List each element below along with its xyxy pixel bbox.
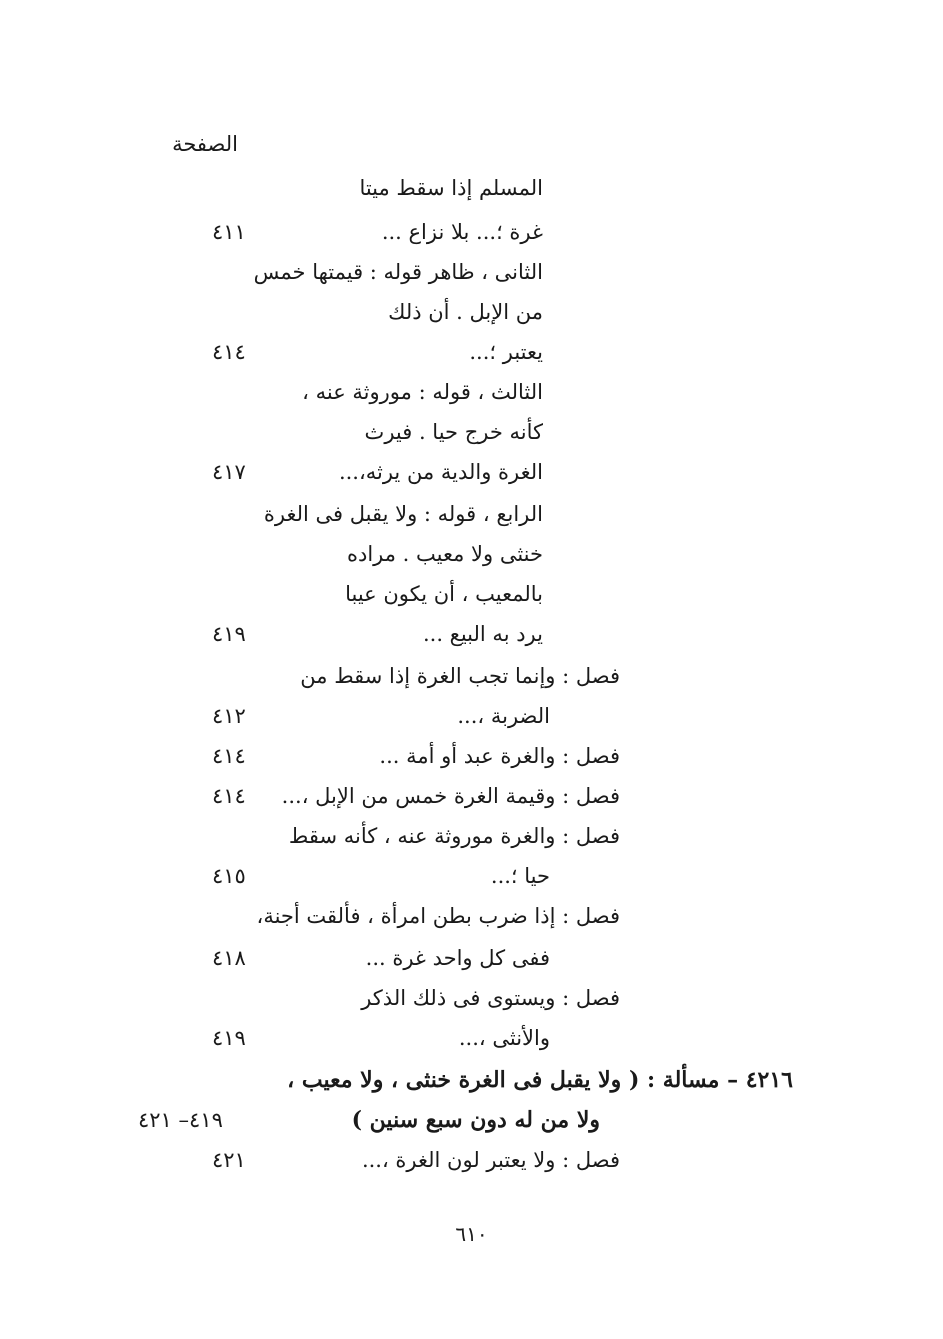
entry-text: فصل : ويستوى فى ذلك الذكر [361,986,620,1010]
entry-text: فصل : والغرة عبد أو أمة ... [379,744,620,768]
entry-text: فصل : ولا يعتبر لون الغرة ،... [361,1148,620,1172]
index-entry [0,534,943,574]
index-entry [0,168,943,208]
entry-page-number: ٤١٩– ٤٢١ [138,1108,223,1132]
entry-text: فصل : والغرة موروثة عنه ، كأنه سقط [288,824,620,848]
entry-text: كأنه خرج حيا . فيرث [364,420,543,444]
entry-text: الغرة والدية من يرثه،... [338,460,543,484]
entry-text: خنثى ولا معيب . مراده [346,542,543,566]
entry-page-number: ٤١٨ [212,946,246,970]
index-entry [0,1018,943,1058]
index-entry [0,332,943,372]
entry-text: الثالث ، قوله : موروثة عنه ، [302,380,543,404]
index-entry [0,614,943,654]
index-entry [0,372,943,412]
index-entry-masala [0,1100,943,1140]
entry-page-number: ٤١٧ [212,460,246,484]
entry-text: ففى كل واحد غرة ... [365,946,550,970]
entry-page-number: ٤١٥ [212,864,246,888]
page-column-header: الصفحة [172,132,238,156]
entry-text: يعتبر ؛... [469,340,543,364]
entry-text: الثانى ، ظاهر قوله : قيمتها خمس [253,260,543,284]
index-entry [0,816,943,856]
index-entry [0,896,943,936]
entry-page-number: ٤١٤ [212,744,246,768]
entry-text: الرابع ، قوله : ولا يقبل فى الغرة [263,502,543,526]
entry-text: المسلم إذا سقط ميتا [359,176,543,200]
index-entry [0,452,943,492]
index-entry [0,978,943,1018]
entry-text: يرد به البيع ... [422,622,543,646]
entry-page-number: ٤١١ [212,220,246,244]
entry-page-number: ٤١٩ [212,622,246,646]
entry-text: فصل : وإنما تجب الغرة إذا سقط من [300,664,620,688]
index-entry [0,856,943,896]
entry-text: الضربة ،... [457,704,550,728]
entry-page-number: ٤١٤ [212,784,246,808]
index-entry [0,252,943,292]
entry-text: والأنثى ،... [458,1026,550,1050]
index-entry [0,736,943,776]
index-entry [0,938,943,978]
index-entry [0,1140,943,1180]
entry-text: من الإبل . أن ذلك [388,300,543,324]
index-entry [0,292,943,332]
entry-text: فصل : إذا ضرب بطن امرأة ، فألقت أجنة، [256,904,620,928]
entry-page-number: ٤١٩ [212,1026,246,1050]
entry-page-number: ٤٢١ [212,1148,246,1172]
entry-text: حيا ؛... [490,864,550,888]
index-entry [0,656,943,696]
index-entry-masala [0,1060,943,1100]
entry-text: بالمعيب ، أن يكون عيبا [345,582,543,606]
index-entry [0,412,943,452]
entry-text: ٤٢١٦ – مسألة : ( ولا يقبل فى الغرة خنثى ، ولا معيب ، [287,1067,793,1093]
entry-text: غرة ؛... بلا نزاع ... [381,220,543,244]
entry-text: فصل : وقيمة الغرة خمس من الإبل ،... [281,784,620,808]
index-entry [0,494,943,534]
index-entry [0,696,943,736]
entry-text: ولا من له دون سبع سنين ) [351,1107,600,1133]
page-number-footer: ٦١٠ [455,1222,488,1246]
index-entry [0,574,943,614]
entry-page-number: ٤١٢ [212,704,246,728]
index-entry [0,776,943,816]
index-entry [0,212,943,252]
entry-page-number: ٤١٤ [212,340,246,364]
